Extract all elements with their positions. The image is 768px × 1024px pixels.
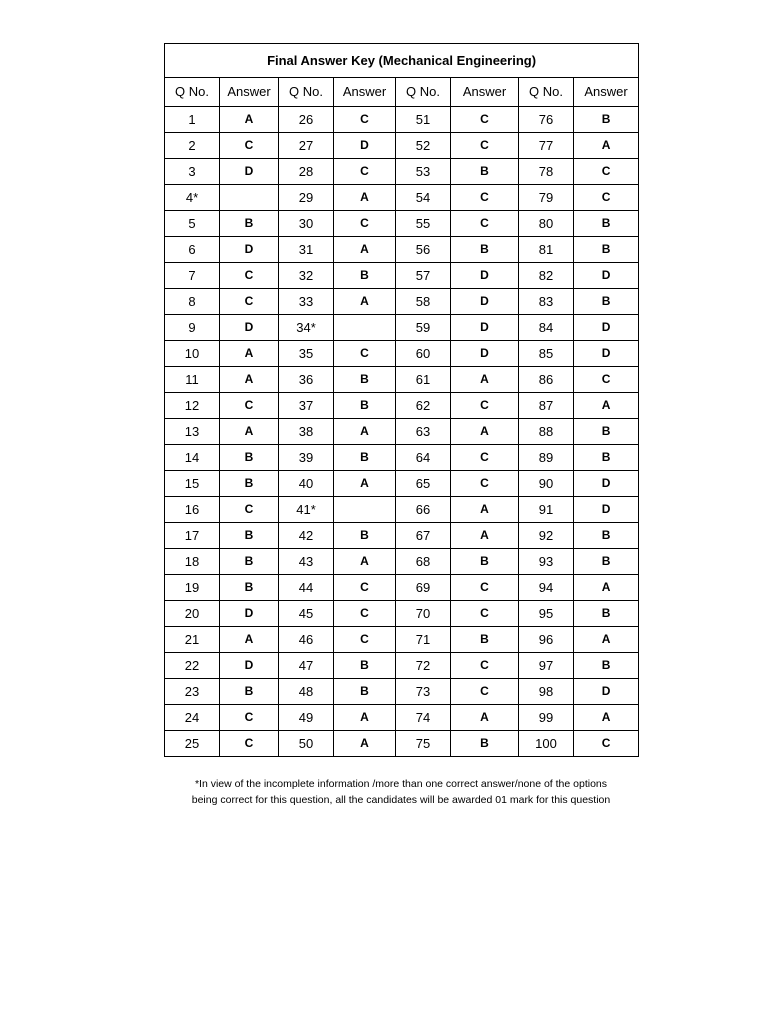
question-number-cell: 16 <box>165 497 220 523</box>
q-no-header: Q No. <box>165 78 220 107</box>
table-row <box>165 627 639 653</box>
answer-cell: B <box>451 237 519 263</box>
answer-cell: C <box>334 211 396 237</box>
answer-cell: A <box>451 367 519 393</box>
question-number-cell: 32 <box>279 263 334 289</box>
q-no-header: Q No. <box>279 78 334 107</box>
question-number-cell: 62 <box>396 393 451 419</box>
question-number-cell: 49 <box>279 705 334 731</box>
answer-cell: B <box>574 601 639 627</box>
answer-cell: C <box>334 107 396 133</box>
answer-cell: B <box>334 653 396 679</box>
answer-cell: A <box>451 705 519 731</box>
answer-cell: D <box>451 341 519 367</box>
question-number-cell: 46 <box>279 627 334 653</box>
question-number-cell: 68 <box>396 549 451 575</box>
answer-cell: C <box>451 575 519 601</box>
answer-cell: B <box>334 679 396 705</box>
answer-cell: C <box>451 211 519 237</box>
answer-cell: A <box>574 705 639 731</box>
answer-header: Answer <box>451 78 519 107</box>
answer-cell: D <box>574 263 639 289</box>
question-number-cell: 4* <box>165 185 220 211</box>
answer-cell: A <box>574 627 639 653</box>
question-number-cell: 67 <box>396 523 451 549</box>
question-number-cell: 70 <box>396 601 451 627</box>
table-title: Final Answer Key (Mechanical Engineering) <box>165 44 639 78</box>
answer-cell: B <box>451 159 519 185</box>
question-number-cell: 59 <box>396 315 451 341</box>
question-number-cell: 76 <box>519 107 574 133</box>
answer-cell: B <box>451 627 519 653</box>
answer-cell: C <box>334 159 396 185</box>
question-number-cell: 7 <box>165 263 220 289</box>
question-number-cell: 73 <box>396 679 451 705</box>
question-number-cell: 52 <box>396 133 451 159</box>
answer-cell: D <box>574 315 639 341</box>
question-number-cell: 15 <box>165 471 220 497</box>
answer-cell: B <box>220 549 279 575</box>
question-number-cell: 80 <box>519 211 574 237</box>
question-number-cell: 43 <box>279 549 334 575</box>
question-number-cell: 58 <box>396 289 451 315</box>
answer-cell: A <box>334 549 396 575</box>
title-row <box>165 44 639 78</box>
question-number-cell: 6 <box>165 237 220 263</box>
answer-cell: C <box>220 133 279 159</box>
question-number-cell: 89 <box>519 445 574 471</box>
question-number-cell: 23 <box>165 679 220 705</box>
footnote <box>164 776 638 808</box>
answer-cell: D <box>574 471 639 497</box>
table-row <box>165 211 639 237</box>
question-number-cell: 18 <box>165 549 220 575</box>
question-number-cell: 55 <box>396 211 451 237</box>
answer-header: Answer <box>220 78 279 107</box>
answer-cell: A <box>451 419 519 445</box>
q-no-header: Q No. <box>396 78 451 107</box>
question-number-cell: 31 <box>279 237 334 263</box>
answer-key-table <box>164 43 639 757</box>
answer-cell: C <box>451 133 519 159</box>
question-number-cell: 65 <box>396 471 451 497</box>
table-row <box>165 653 639 679</box>
answer-cell: D <box>220 237 279 263</box>
question-number-cell: 5 <box>165 211 220 237</box>
question-number-cell: 96 <box>519 627 574 653</box>
question-number-cell: 82 <box>519 263 574 289</box>
answer-cell: C <box>574 731 639 757</box>
answer-cell: B <box>220 445 279 471</box>
answer-cell: C <box>451 393 519 419</box>
table-row <box>165 159 639 185</box>
answer-cell <box>334 497 396 523</box>
question-number-cell: 28 <box>279 159 334 185</box>
table-row <box>165 289 639 315</box>
table-row <box>165 341 639 367</box>
table-row <box>165 575 639 601</box>
question-number-cell: 95 <box>519 601 574 627</box>
answer-cell: A <box>574 393 639 419</box>
question-number-cell: 30 <box>279 211 334 237</box>
answer-cell: D <box>220 159 279 185</box>
question-number-cell: 98 <box>519 679 574 705</box>
answer-cell: C <box>334 575 396 601</box>
question-number-cell: 12 <box>165 393 220 419</box>
answer-cell: C <box>451 653 519 679</box>
answer-cell: D <box>451 315 519 341</box>
question-number-cell: 53 <box>396 159 451 185</box>
footnote-line-1: *In view of the incomplete information /more than one correct answer/none of the options <box>194 778 608 790</box>
table-row <box>165 367 639 393</box>
question-number-cell: 84 <box>519 315 574 341</box>
answer-cell: A <box>334 705 396 731</box>
question-number-cell: 85 <box>519 341 574 367</box>
question-number-cell: 35 <box>279 341 334 367</box>
question-number-cell: 11 <box>165 367 220 393</box>
answer-cell: A <box>334 471 396 497</box>
answer-cell: C <box>220 497 279 523</box>
question-number-cell: 88 <box>519 419 574 445</box>
table-row <box>165 549 639 575</box>
question-number-cell: 93 <box>519 549 574 575</box>
question-number-cell: 38 <box>279 419 334 445</box>
answer-cell: C <box>220 731 279 757</box>
question-number-cell: 72 <box>396 653 451 679</box>
question-number-cell: 37 <box>279 393 334 419</box>
question-number-cell: 77 <box>519 133 574 159</box>
question-number-cell: 26 <box>279 107 334 133</box>
table-row <box>165 133 639 159</box>
answer-cell: C <box>451 601 519 627</box>
answer-cell: D <box>220 653 279 679</box>
question-number-cell: 34* <box>279 315 334 341</box>
question-number-cell: 94 <box>519 575 574 601</box>
question-number-cell: 90 <box>519 471 574 497</box>
table-row <box>165 419 639 445</box>
answer-cell: B <box>574 237 639 263</box>
question-number-cell: 92 <box>519 523 574 549</box>
answer-cell: B <box>451 549 519 575</box>
answer-cell: C <box>220 393 279 419</box>
answer-cell: D <box>574 341 639 367</box>
answer-cell: A <box>334 289 396 315</box>
answer-cell: B <box>574 419 639 445</box>
question-number-cell: 64 <box>396 445 451 471</box>
answer-cell: B <box>574 107 639 133</box>
question-number-cell: 29 <box>279 185 334 211</box>
answer-cell: B <box>220 211 279 237</box>
answer-cell: A <box>334 419 396 445</box>
answer-cell: D <box>451 289 519 315</box>
answer-cell: C <box>334 627 396 653</box>
answer-cell: A <box>220 107 279 133</box>
answer-cell: B <box>451 731 519 757</box>
answer-cell: B <box>574 289 639 315</box>
answer-cell: C <box>451 107 519 133</box>
question-number-cell: 97 <box>519 653 574 679</box>
answer-cell: B <box>334 367 396 393</box>
table-row <box>165 705 639 731</box>
question-number-cell: 86 <box>519 367 574 393</box>
answer-cell: C <box>220 705 279 731</box>
question-number-cell: 61 <box>396 367 451 393</box>
answer-cell: C <box>574 185 639 211</box>
answer-cell <box>220 185 279 211</box>
table-row <box>165 315 639 341</box>
question-number-cell: 40 <box>279 471 334 497</box>
q-no-header: Q No. <box>519 78 574 107</box>
table-row <box>165 185 639 211</box>
question-number-cell: 69 <box>396 575 451 601</box>
question-number-cell: 60 <box>396 341 451 367</box>
table-row <box>165 497 639 523</box>
answer-cell: C <box>574 367 639 393</box>
table-row <box>165 445 639 471</box>
question-number-cell: 20 <box>165 601 220 627</box>
answer-cell: A <box>220 341 279 367</box>
question-number-cell: 78 <box>519 159 574 185</box>
answer-cell: A <box>334 185 396 211</box>
answer-header: Answer <box>334 78 396 107</box>
question-number-cell: 75 <box>396 731 451 757</box>
answer-cell: C <box>451 445 519 471</box>
table-row <box>165 471 639 497</box>
question-number-cell: 2 <box>165 133 220 159</box>
question-number-cell: 27 <box>279 133 334 159</box>
question-number-cell: 71 <box>396 627 451 653</box>
answer-cell <box>334 315 396 341</box>
question-number-cell: 8 <box>165 289 220 315</box>
answer-cell: B <box>334 263 396 289</box>
question-number-cell: 47 <box>279 653 334 679</box>
question-number-cell: 14 <box>165 445 220 471</box>
question-number-cell: 9 <box>165 315 220 341</box>
table-row <box>165 601 639 627</box>
table-row <box>165 393 639 419</box>
answer-cell: D <box>451 263 519 289</box>
question-number-cell: 63 <box>396 419 451 445</box>
answer-cell: A <box>574 575 639 601</box>
answer-cell: C <box>220 289 279 315</box>
footnote-line-2: being correct for this question, all the candidates will be awarded 01 mark for this question <box>191 794 611 806</box>
question-number-cell: 33 <box>279 289 334 315</box>
table-row <box>165 107 639 133</box>
question-number-cell: 51 <box>396 107 451 133</box>
answer-cell: D <box>574 497 639 523</box>
question-number-cell: 41* <box>279 497 334 523</box>
answer-cell: C <box>451 471 519 497</box>
table-row <box>165 237 639 263</box>
question-number-cell: 21 <box>165 627 220 653</box>
question-number-cell: 66 <box>396 497 451 523</box>
question-number-cell: 1 <box>165 107 220 133</box>
question-number-cell: 74 <box>396 705 451 731</box>
answer-cell: D <box>574 679 639 705</box>
answer-cell: B <box>220 575 279 601</box>
table-row <box>165 263 639 289</box>
question-number-cell: 42 <box>279 523 334 549</box>
question-number-cell: 45 <box>279 601 334 627</box>
answer-cell: B <box>334 523 396 549</box>
answer-header: Answer <box>574 78 639 107</box>
question-number-cell: 83 <box>519 289 574 315</box>
question-number-cell: 100 <box>519 731 574 757</box>
question-number-cell: 50 <box>279 731 334 757</box>
question-number-cell: 24 <box>165 705 220 731</box>
answer-cell: C <box>451 185 519 211</box>
question-number-cell: 44 <box>279 575 334 601</box>
answer-cell: A <box>451 523 519 549</box>
question-number-cell: 48 <box>279 679 334 705</box>
answer-cell: A <box>220 627 279 653</box>
answer-cell: A <box>334 237 396 263</box>
answer-cell: C <box>574 159 639 185</box>
answer-cell: D <box>220 315 279 341</box>
question-number-cell: 10 <box>165 341 220 367</box>
answer-cell: B <box>574 653 639 679</box>
question-number-cell: 91 <box>519 497 574 523</box>
answer-cell: A <box>451 497 519 523</box>
answer-cell: B <box>334 445 396 471</box>
answer-cell: D <box>220 601 279 627</box>
answer-cell: A <box>220 419 279 445</box>
answer-cell: C <box>451 679 519 705</box>
answer-cell: A <box>334 731 396 757</box>
header-row <box>165 78 639 107</box>
question-number-cell: 87 <box>519 393 574 419</box>
answer-cell: A <box>220 367 279 393</box>
question-number-cell: 36 <box>279 367 334 393</box>
question-number-cell: 17 <box>165 523 220 549</box>
answer-cell: B <box>574 549 639 575</box>
answer-cell: C <box>334 341 396 367</box>
question-number-cell: 99 <box>519 705 574 731</box>
question-number-cell: 25 <box>165 731 220 757</box>
question-number-cell: 3 <box>165 159 220 185</box>
answer-cell: A <box>574 133 639 159</box>
question-number-cell: 19 <box>165 575 220 601</box>
table-row <box>165 731 639 757</box>
table-row <box>165 523 639 549</box>
question-number-cell: 79 <box>519 185 574 211</box>
question-number-cell: 54 <box>396 185 451 211</box>
answer-cell: C <box>220 263 279 289</box>
answer-cell: D <box>334 133 396 159</box>
answer-cell: B <box>220 471 279 497</box>
answer-cell: C <box>334 601 396 627</box>
question-number-cell: 13 <box>165 419 220 445</box>
question-number-cell: 22 <box>165 653 220 679</box>
question-number-cell: 57 <box>396 263 451 289</box>
table-row <box>165 679 639 705</box>
question-number-cell: 56 <box>396 237 451 263</box>
answer-cell: B <box>574 211 639 237</box>
answer-cell: B <box>574 445 639 471</box>
answer-cell: B <box>574 523 639 549</box>
question-number-cell: 81 <box>519 237 574 263</box>
answer-cell: B <box>220 523 279 549</box>
question-number-cell: 39 <box>279 445 334 471</box>
answer-cell: B <box>220 679 279 705</box>
answer-cell: B <box>334 393 396 419</box>
